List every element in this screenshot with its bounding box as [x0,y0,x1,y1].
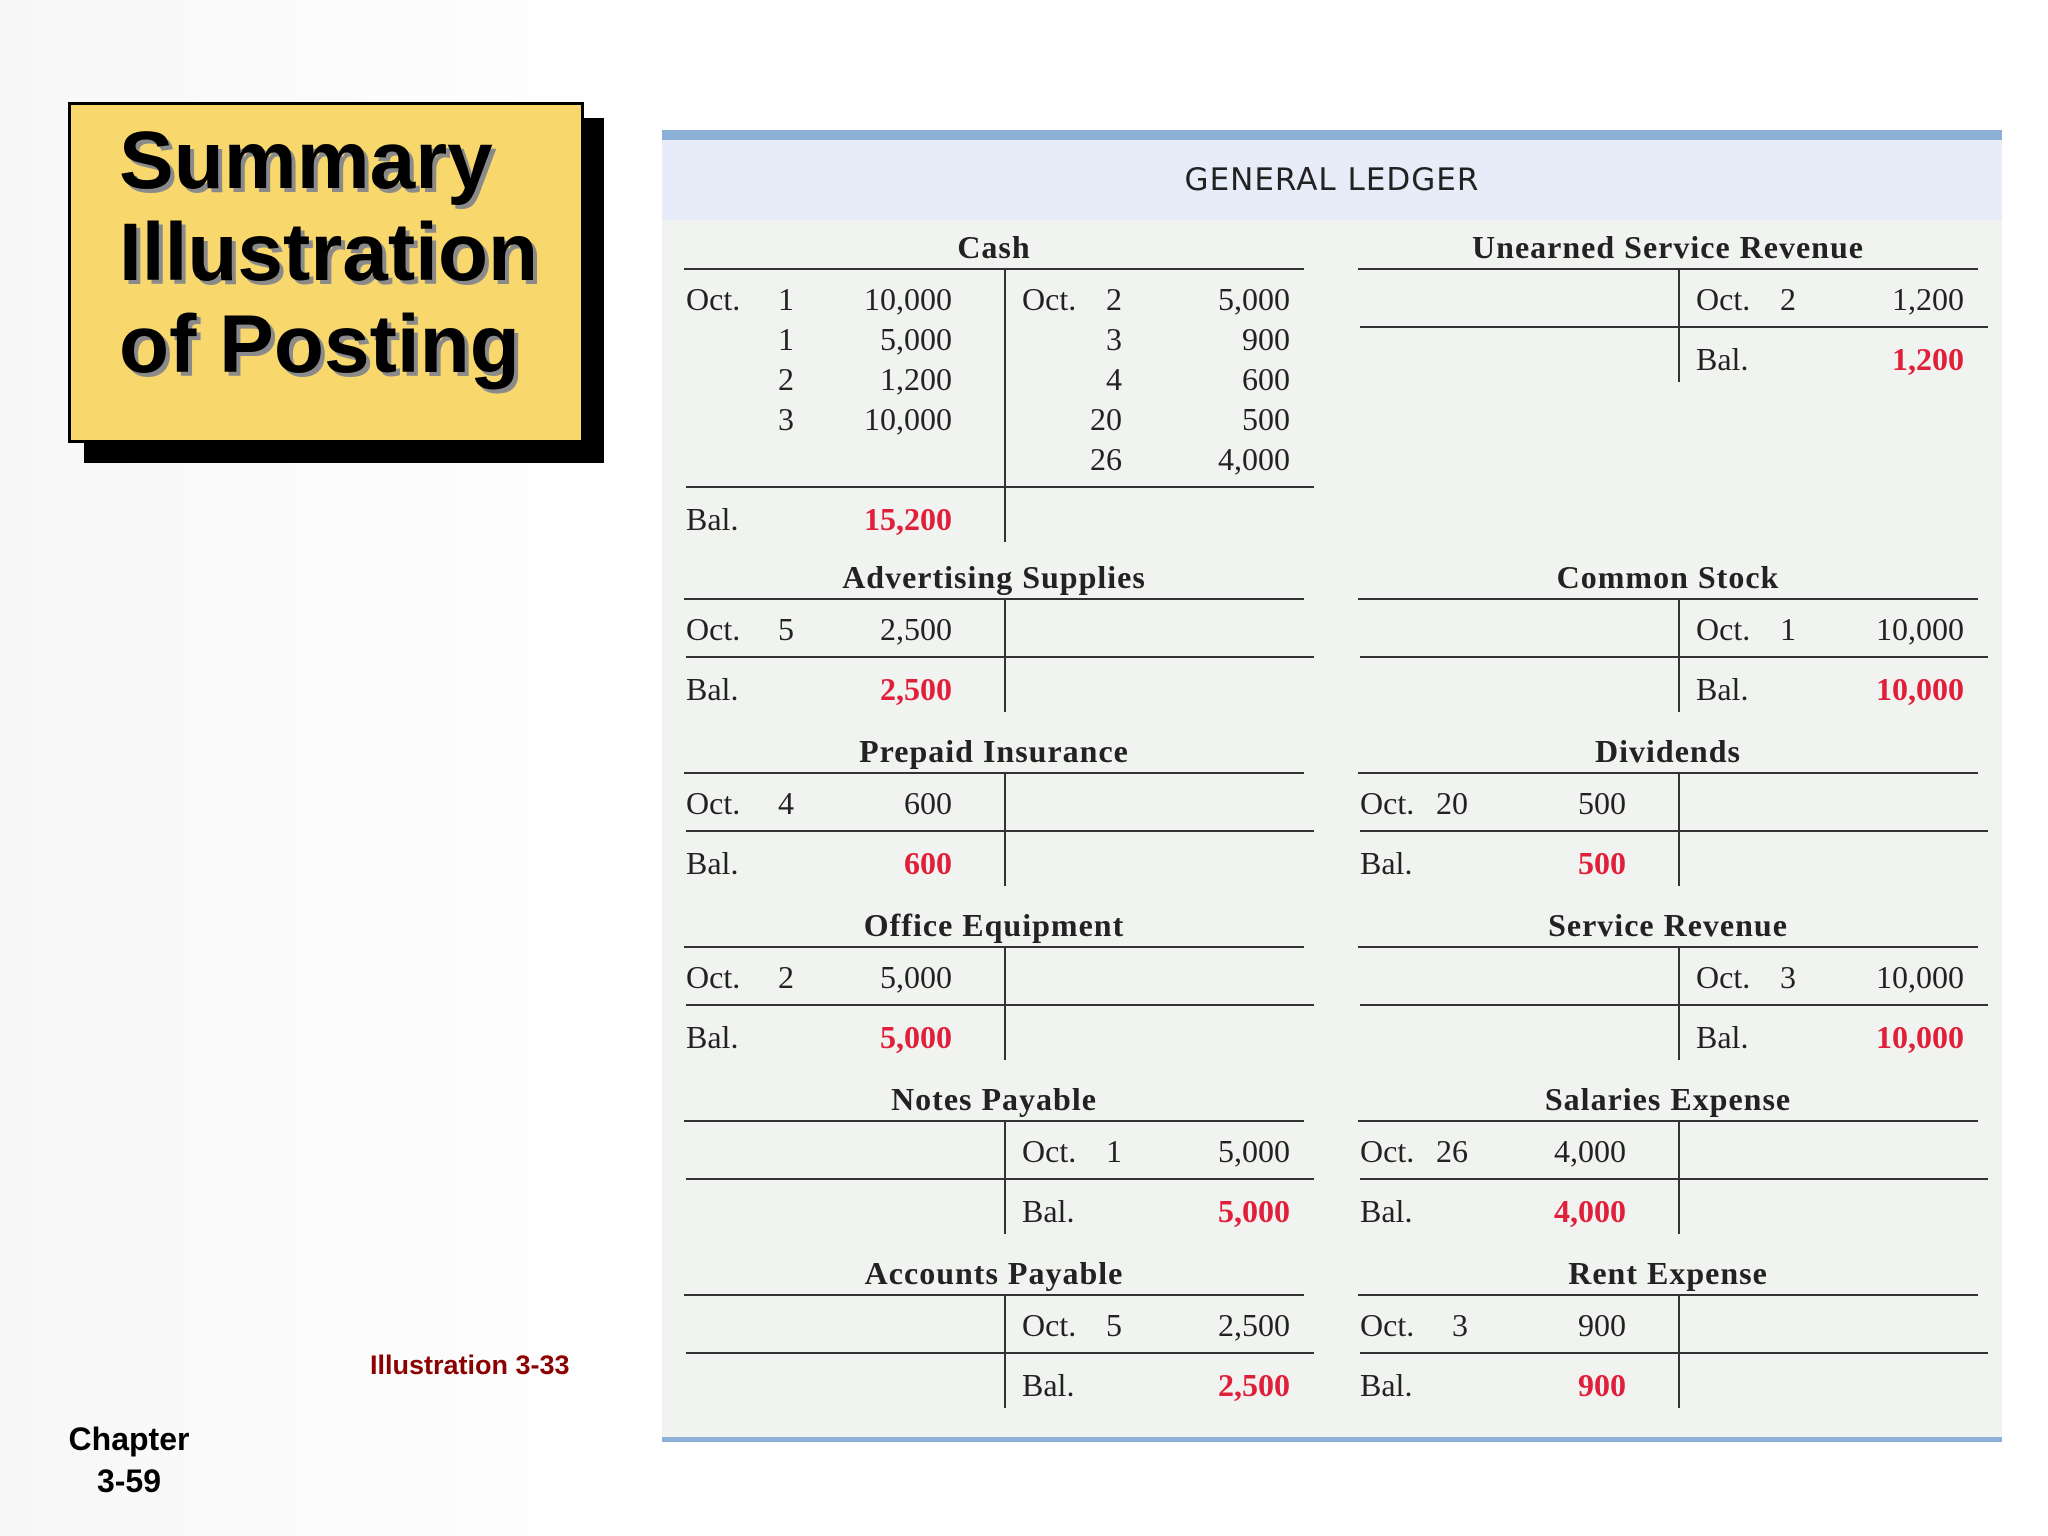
debit-day: 1 [778,281,794,317]
illustration-label: Illustration 3-33 [370,1350,570,1380]
balance-rule [686,1178,1314,1180]
account-top-rule [684,268,1304,270]
account-title: Office Equipment [863,907,1125,943]
balance-label: Bal. [1696,671,1749,707]
account-top-rule [684,772,1304,774]
balance-amount: 500 [1578,845,1626,881]
account-title: Cash [957,229,1031,265]
t-vertical-rule [1678,268,1680,382]
account-title: Common Stock [1556,559,1780,595]
account-title: Prepaid Insurance [859,733,1129,769]
credit-month: Oct. [1696,959,1751,995]
balance-label: Bal. [686,1019,739,1055]
debit-month: Oct. [686,785,741,821]
title-box [68,102,584,443]
balance-label: Bal. [686,501,739,537]
account-top-rule [684,1120,1304,1122]
account-title: Notes Payable [891,1081,1097,1117]
debit-amount: 5,000 [880,959,952,995]
balance-rule [686,486,1314,488]
debit-day: 4 [778,785,794,821]
account-top-rule [1358,598,1978,600]
credit-month: Oct. [1022,1307,1077,1343]
balance-label: Bal. [686,671,739,707]
debit-month: Oct. [686,281,741,317]
debit-amount: 900 [1578,1307,1626,1343]
balance-amount: 900 [1578,1367,1626,1403]
debit-day: 5 [778,611,794,647]
debit-month: Oct. [686,611,741,647]
account-title: Advertising Supplies [842,559,1146,595]
t-vertical-rule [1678,598,1680,712]
debit-day: 2 [778,361,794,397]
credit-day: 26 [1090,441,1122,477]
credit-amount: 10,000 [1876,959,1964,995]
balance-rule [686,656,1314,658]
chapter-label: Chapter 3-59 [68,1421,190,1499]
balance-rule [1360,656,1988,658]
t-vertical-rule [1004,268,1006,542]
credit-day: 2 [1106,281,1122,317]
credit-amount: 900 [1242,321,1290,357]
account-top-rule [1358,946,1978,948]
account-top-rule [684,598,1304,600]
credit-day: 20 [1090,401,1122,437]
debit-amount: 500 [1578,785,1626,821]
balance-label: Bal. [1022,1367,1075,1403]
balance-rule [1360,326,1988,328]
balance-amount: 2,500 [1218,1367,1290,1403]
balance-label: Bal. [1360,1367,1413,1403]
balance-label: Bal. [1360,1193,1413,1229]
balance-amount: 2,500 [880,671,952,707]
credit-day: 5 [1106,1307,1122,1343]
balance-amount: 4,000 [1554,1193,1626,1229]
balance-label: Bal. [1360,845,1413,881]
debit-day: 1 [778,321,794,357]
debit-day: 3 [778,401,794,437]
t-vertical-rule [1678,772,1680,886]
debit-amount: 10,000 [864,401,952,437]
credit-amount: 5,000 [1218,281,1290,317]
debit-month: Oct. [1360,1307,1415,1343]
balance-rule [1360,1178,1988,1180]
account-title: Accounts Payable [864,1255,1124,1291]
debit-month: Oct. [1360,1133,1415,1169]
balance-amount: 5,000 [880,1019,952,1055]
balance-amount: 5,000 [1218,1193,1290,1229]
ledger-bottom-bar [662,1437,2002,1442]
credit-amount: 500 [1242,401,1290,437]
t-vertical-rule [1678,1120,1680,1234]
credit-amount: 600 [1242,361,1290,397]
t-vertical-rule [1004,946,1006,1060]
ledger-top-bar [662,130,2002,140]
credit-day: 3 [1106,321,1122,357]
credit-day: 1 [1106,1133,1122,1169]
balance-amount: 15,200 [864,501,952,537]
account-top-rule [684,946,1304,948]
account-title: Dividends [1595,733,1741,769]
balance-amount: 600 [904,845,952,881]
credit-day: 2 [1780,281,1796,317]
debit-amount: 600 [904,785,952,821]
t-vertical-rule [1004,772,1006,886]
balance-amount: 1,200 [1892,341,1964,377]
balance-rule [1360,1004,1988,1006]
balance-amount: 10,000 [1876,671,1964,707]
account-top-rule [1358,268,1978,270]
balance-rule [686,1352,1314,1354]
account-title: Rent Expense [1568,1255,1768,1291]
debit-month: Oct. [1360,785,1415,821]
account-top-rule [1358,772,1978,774]
account-title: Unearned Service Revenue [1472,229,1864,265]
credit-month: Oct. [1022,1133,1077,1169]
credit-day: 1 [1780,611,1796,647]
credit-month: Oct. [1696,611,1751,647]
ledger-header: GENERAL LEDGER [662,140,2002,220]
account-top-rule [1358,1120,1978,1122]
t-vertical-rule [1004,1120,1006,1234]
debit-day: 2 [778,959,794,995]
balance-rule [1360,830,1988,832]
debit-month: Oct. [686,959,741,995]
credit-amount: 4,000 [1218,441,1290,477]
debit-day: 3 [1452,1307,1468,1343]
t-vertical-rule [1004,1294,1006,1408]
account-top-rule [684,1294,1304,1296]
debit-amount: 1,200 [880,361,952,397]
credit-amount: 5,000 [1218,1133,1290,1169]
debit-amount: 2,500 [880,611,952,647]
balance-rule [1360,1352,1988,1354]
account-title: Service Revenue [1548,907,1788,943]
credit-month: Oct. [1022,281,1077,317]
credit-amount: 1,200 [1892,281,1964,317]
credit-day: 4 [1106,361,1122,397]
t-vertical-rule [1004,598,1006,712]
balance-label: Bal. [1696,341,1749,377]
balance-rule [686,1004,1314,1006]
debit-day: 26 [1436,1133,1468,1169]
balance-amount: 10,000 [1876,1019,1964,1055]
credit-month: Oct. [1696,281,1751,317]
credit-day: 3 [1780,959,1796,995]
account-top-rule [1358,1294,1978,1296]
t-vertical-rule [1678,946,1680,1060]
balance-label: Bal. [686,845,739,881]
page-title: Summary Illustration of Posting [119,115,539,390]
debit-amount: 5,000 [880,321,952,357]
debit-amount: 10,000 [864,281,952,317]
credit-amount: 10,000 [1876,611,1964,647]
balance-label: Bal. [1696,1019,1749,1055]
general-ledger [662,130,2002,1442]
credit-amount: 2,500 [1218,1307,1290,1343]
account-title: Salaries Expense [1544,1081,1792,1117]
balance-label: Bal. [1022,1193,1075,1229]
t-vertical-rule [1678,1294,1680,1408]
debit-day: 20 [1436,785,1468,821]
balance-rule [686,830,1314,832]
debit-amount: 4,000 [1554,1133,1626,1169]
